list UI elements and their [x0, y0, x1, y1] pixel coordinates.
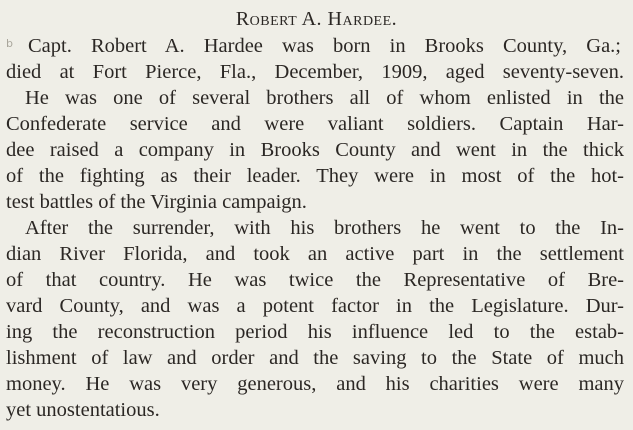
text-line-15: yet unostentatious.: [6, 399, 160, 421]
text-line-1: Capt. Robert A. Hardee was born in Brooks County, Ga.;: [28, 35, 621, 57]
text-line-8: After the surrender, with his brothers he went to the In-: [25, 217, 624, 239]
text-line-7: test battles of the Virginia campaign.: [6, 191, 307, 213]
text-line-9: dian River Florida, and took an active part in the settlement: [6, 243, 624, 265]
text-line-2: died at Fort Pierce, Fla., December, 1909, aged seventy-seven.: [6, 61, 624, 83]
text-line-5: dee raised a company in Brooks County and went in the thick: [6, 139, 624, 161]
text-line-14: money. He was very generous, and his charities were many: [6, 373, 624, 395]
biography-title: Robert A. Hardee.: [235, 8, 398, 30]
text-line-10: of that country. He was twice the Representative of Bre-: [6, 269, 624, 291]
text-line-3: He was one of several brothers all of whom enlisted in the: [25, 87, 624, 109]
text-line-11: vard County, and was a potent factor in the Legislature. Dur-: [6, 295, 624, 317]
margin-mark: b: [6, 37, 13, 50]
text-line-4: Confederate service and were valiant soldiers. Captain Har-: [6, 113, 624, 135]
text-line-13: lishment of law and order and the saving to the State of much: [6, 347, 624, 369]
text-line-6: of the fighting as their leader. They were in most of the hot-: [6, 165, 624, 187]
text-line-12: ing the reconstruction period his influence led to the estab-: [6, 321, 624, 343]
